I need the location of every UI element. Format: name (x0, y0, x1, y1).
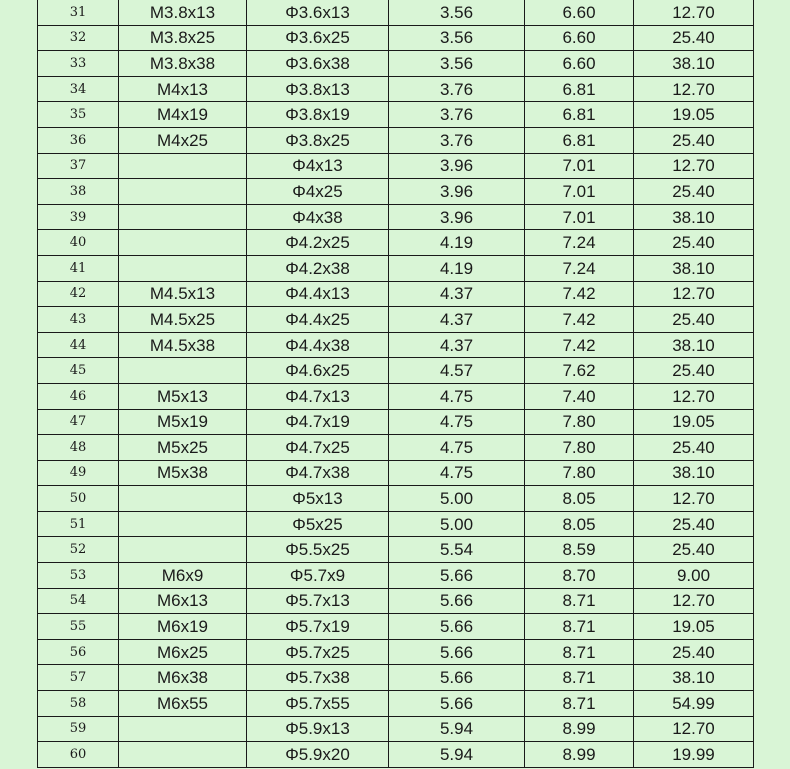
length-cell: 9.00 (634, 563, 754, 589)
value-a-cell: 4.37 (389, 307, 525, 333)
diameter-size-cell: Φ4x25 (247, 179, 389, 205)
length-cell: 38.10 (634, 460, 754, 486)
value-b-cell: 8.05 (525, 511, 634, 537)
metric-size-cell: M6x13 (119, 588, 247, 614)
value-a-cell: 5.00 (389, 511, 525, 537)
value-b-cell: 7.42 (525, 281, 634, 307)
row-number-cell: 53 (38, 563, 119, 589)
table-row (38, 25, 754, 51)
metric-size-cell: M6x55 (119, 691, 247, 717)
row-number-cell: 31 (38, 0, 119, 25)
length-cell: 25.40 (634, 307, 754, 333)
metric-size-cell: M3.8x13 (119, 0, 247, 25)
value-b-cell: 6.81 (525, 102, 634, 128)
value-a-cell: 4.37 (389, 332, 525, 358)
length-cell: 54.99 (634, 691, 754, 717)
length-cell: 25.40 (634, 127, 754, 153)
length-cell: 19.05 (634, 102, 754, 128)
value-a-cell: 5.94 (389, 716, 525, 742)
value-a-cell: 3.96 (389, 204, 525, 230)
value-a-cell: 5.94 (389, 742, 525, 768)
value-a-cell: 4.19 (389, 255, 525, 281)
table-row (38, 332, 754, 358)
value-b-cell: 8.71 (525, 665, 634, 691)
length-cell: 38.10 (634, 332, 754, 358)
table-row (38, 460, 754, 486)
table-row (38, 127, 754, 153)
value-a-cell: 5.66 (389, 639, 525, 665)
row-number-cell: 58 (38, 691, 119, 717)
value-b-cell: 8.99 (525, 716, 634, 742)
value-a-cell: 5.66 (389, 563, 525, 589)
value-b-cell: 7.62 (525, 358, 634, 384)
value-a-cell: 5.66 (389, 588, 525, 614)
length-cell: 12.70 (634, 76, 754, 102)
row-number-cell: 41 (38, 255, 119, 281)
diameter-size-cell: Φ4.4x25 (247, 307, 389, 333)
diameter-size-cell: Φ4.2x38 (247, 255, 389, 281)
length-cell: 12.70 (634, 383, 754, 409)
value-b-cell: 6.81 (525, 127, 634, 153)
table-row (38, 639, 754, 665)
row-number-cell: 38 (38, 179, 119, 205)
row-number-cell: 46 (38, 383, 119, 409)
value-b-cell: 7.24 (525, 230, 634, 256)
diameter-size-cell: Φ4.7x38 (247, 460, 389, 486)
table-row (38, 486, 754, 512)
metric-size-cell: M3.8x38 (119, 51, 247, 77)
row-number-cell: 40 (38, 230, 119, 256)
metric-size-cell: M4x13 (119, 76, 247, 102)
value-b-cell: 8.71 (525, 691, 634, 717)
table-row (38, 665, 754, 691)
value-b-cell: 7.42 (525, 332, 634, 358)
value-a-cell: 3.76 (389, 127, 525, 153)
length-cell: 25.40 (634, 511, 754, 537)
diameter-size-cell: Φ3.8x25 (247, 127, 389, 153)
value-b-cell: 7.01 (525, 153, 634, 179)
row-number-cell: 35 (38, 102, 119, 128)
row-number-cell: 48 (38, 435, 119, 461)
value-b-cell: 6.60 (525, 25, 634, 51)
diameter-size-cell: Φ3.8x13 (247, 76, 389, 102)
table-row (38, 383, 754, 409)
diameter-size-cell: Φ5.7x9 (247, 563, 389, 589)
row-number-cell: 39 (38, 204, 119, 230)
value-b-cell: 7.40 (525, 383, 634, 409)
value-b-cell: 7.01 (525, 179, 634, 205)
table-row (38, 307, 754, 333)
spec-table-body (38, 0, 754, 767)
row-number-cell: 57 (38, 665, 119, 691)
length-cell: 25.40 (634, 358, 754, 384)
metric-size-cell: M5x13 (119, 383, 247, 409)
value-a-cell: 3.56 (389, 0, 525, 25)
diameter-size-cell: Φ4.4x38 (247, 332, 389, 358)
diameter-size-cell: Φ5x25 (247, 511, 389, 537)
row-number-cell: 49 (38, 460, 119, 486)
value-a-cell: 4.57 (389, 358, 525, 384)
diameter-size-cell: Φ3.6x13 (247, 0, 389, 25)
length-cell: 25.40 (634, 537, 754, 563)
metric-size-cell: M5x19 (119, 409, 247, 435)
length-cell: 38.10 (634, 255, 754, 281)
row-number-cell: 47 (38, 409, 119, 435)
metric-size-cell: M6x38 (119, 665, 247, 691)
metric-size-cell: M4.5x38 (119, 332, 247, 358)
length-cell: 12.70 (634, 153, 754, 179)
table-row (38, 537, 754, 563)
row-number-cell: 37 (38, 153, 119, 179)
row-number-cell: 60 (38, 742, 119, 768)
metric-size-cell (119, 153, 247, 179)
row-number-cell: 52 (38, 537, 119, 563)
length-cell: 25.40 (634, 25, 754, 51)
value-b-cell: 7.01 (525, 204, 634, 230)
value-b-cell: 6.60 (525, 51, 634, 77)
table-row (38, 204, 754, 230)
metric-size-cell (119, 716, 247, 742)
value-a-cell: 5.54 (389, 537, 525, 563)
length-cell: 19.99 (634, 742, 754, 768)
diameter-size-cell: Φ5.7x13 (247, 588, 389, 614)
table-row (38, 102, 754, 128)
diameter-size-cell: Φ4.4x13 (247, 281, 389, 307)
value-b-cell: 8.71 (525, 614, 634, 640)
length-cell: 25.40 (634, 230, 754, 256)
metric-size-cell (119, 742, 247, 768)
metric-size-cell: M4.5x13 (119, 281, 247, 307)
length-cell: 19.05 (634, 409, 754, 435)
value-a-cell: 4.75 (389, 460, 525, 486)
value-a-cell: 3.76 (389, 102, 525, 128)
diameter-size-cell: Φ4.7x13 (247, 383, 389, 409)
table-row (38, 716, 754, 742)
metric-size-cell (119, 358, 247, 384)
table-row (38, 691, 754, 717)
metric-size-cell: M5x25 (119, 435, 247, 461)
diameter-size-cell: Φ3.6x25 (247, 25, 389, 51)
length-cell: 25.40 (634, 435, 754, 461)
length-cell: 12.70 (634, 716, 754, 742)
diameter-size-cell: Φ3.8x19 (247, 102, 389, 128)
diameter-size-cell: Φ3.6x38 (247, 51, 389, 77)
row-number-cell: 34 (38, 76, 119, 102)
diameter-size-cell: Φ4x13 (247, 153, 389, 179)
metric-size-cell: M4x25 (119, 127, 247, 153)
value-b-cell: 8.05 (525, 486, 634, 512)
row-number-cell: 59 (38, 716, 119, 742)
value-b-cell: 7.24 (525, 255, 634, 281)
diameter-size-cell: Φ5.5x25 (247, 537, 389, 563)
metric-size-cell: M6x9 (119, 563, 247, 589)
metric-size-cell (119, 255, 247, 281)
length-cell: 12.70 (634, 588, 754, 614)
table-row (38, 409, 754, 435)
value-b-cell: 6.60 (525, 0, 634, 25)
value-a-cell: 5.66 (389, 665, 525, 691)
metric-size-cell: M4.5x25 (119, 307, 247, 333)
value-a-cell: 5.66 (389, 691, 525, 717)
row-number-cell: 56 (38, 639, 119, 665)
diameter-size-cell: Φ5.7x38 (247, 665, 389, 691)
metric-size-cell: M4x19 (119, 102, 247, 128)
value-b-cell: 8.59 (525, 537, 634, 563)
row-number-cell: 42 (38, 281, 119, 307)
value-b-cell: 8.71 (525, 639, 634, 665)
length-cell: 12.70 (634, 0, 754, 25)
metric-size-cell (119, 204, 247, 230)
value-a-cell: 4.75 (389, 383, 525, 409)
metric-size-cell: M6x25 (119, 639, 247, 665)
value-a-cell: 4.19 (389, 230, 525, 256)
table-row (38, 742, 754, 768)
value-a-cell: 4.75 (389, 435, 525, 461)
length-cell: 25.40 (634, 179, 754, 205)
diameter-size-cell: Φ5.7x19 (247, 614, 389, 640)
metric-size-cell (119, 179, 247, 205)
value-b-cell: 7.80 (525, 409, 634, 435)
table-row (38, 51, 754, 77)
table-row (38, 435, 754, 461)
value-b-cell: 7.80 (525, 460, 634, 486)
row-number-cell: 55 (38, 614, 119, 640)
table-row (38, 511, 754, 537)
table-row (38, 614, 754, 640)
value-a-cell: 3.56 (389, 51, 525, 77)
metric-size-cell: M3.8x25 (119, 25, 247, 51)
value-b-cell: 8.71 (525, 588, 634, 614)
row-number-cell: 51 (38, 511, 119, 537)
length-cell: 19.05 (634, 614, 754, 640)
row-number-cell: 33 (38, 51, 119, 77)
length-cell: 38.10 (634, 51, 754, 77)
value-a-cell: 4.37 (389, 281, 525, 307)
row-number-cell: 32 (38, 25, 119, 51)
value-b-cell: 7.80 (525, 435, 634, 461)
diameter-size-cell: Φ4x38 (247, 204, 389, 230)
length-cell: 38.10 (634, 665, 754, 691)
table-row (38, 153, 754, 179)
value-a-cell: 4.75 (389, 409, 525, 435)
metric-size-cell (119, 511, 247, 537)
value-a-cell: 3.96 (389, 153, 525, 179)
metric-size-cell: M5x38 (119, 460, 247, 486)
value-a-cell: 3.96 (389, 179, 525, 205)
diameter-size-cell: Φ5.7x55 (247, 691, 389, 717)
diameter-size-cell: Φ4.6x25 (247, 358, 389, 384)
length-cell: 12.70 (634, 281, 754, 307)
table-row (38, 255, 754, 281)
table-row (38, 179, 754, 205)
row-number-cell: 50 (38, 486, 119, 512)
spec-table (37, 0, 754, 768)
length-cell: 12.70 (634, 486, 754, 512)
diameter-size-cell: Φ5x13 (247, 486, 389, 512)
diameter-size-cell: Φ5.9x13 (247, 716, 389, 742)
value-b-cell: 8.70 (525, 563, 634, 589)
row-number-cell: 43 (38, 307, 119, 333)
length-cell: 38.10 (634, 204, 754, 230)
table-row (38, 358, 754, 384)
value-a-cell: 5.00 (389, 486, 525, 512)
table-row (38, 588, 754, 614)
value-b-cell: 8.99 (525, 742, 634, 768)
value-a-cell: 3.76 (389, 76, 525, 102)
row-number-cell: 36 (38, 127, 119, 153)
diameter-size-cell: Φ4.7x25 (247, 435, 389, 461)
metric-size-cell (119, 486, 247, 512)
table-row (38, 230, 754, 256)
diameter-size-cell: Φ5.7x25 (247, 639, 389, 665)
table-row (38, 0, 754, 25)
value-a-cell: 5.66 (389, 614, 525, 640)
row-number-cell: 45 (38, 358, 119, 384)
table-row (38, 76, 754, 102)
diameter-size-cell: Φ5.9x20 (247, 742, 389, 768)
metric-size-cell (119, 537, 247, 563)
spec-table-sheet (37, 0, 753, 769)
value-a-cell: 3.56 (389, 25, 525, 51)
diameter-size-cell: Φ4.2x25 (247, 230, 389, 256)
metric-size-cell (119, 230, 247, 256)
table-row (38, 281, 754, 307)
metric-size-cell: M6x19 (119, 614, 247, 640)
diameter-size-cell: Φ4.7x19 (247, 409, 389, 435)
table-row (38, 563, 754, 589)
value-b-cell: 6.81 (525, 76, 634, 102)
value-b-cell: 7.42 (525, 307, 634, 333)
length-cell: 25.40 (634, 639, 754, 665)
row-number-cell: 54 (38, 588, 119, 614)
row-number-cell: 44 (38, 332, 119, 358)
